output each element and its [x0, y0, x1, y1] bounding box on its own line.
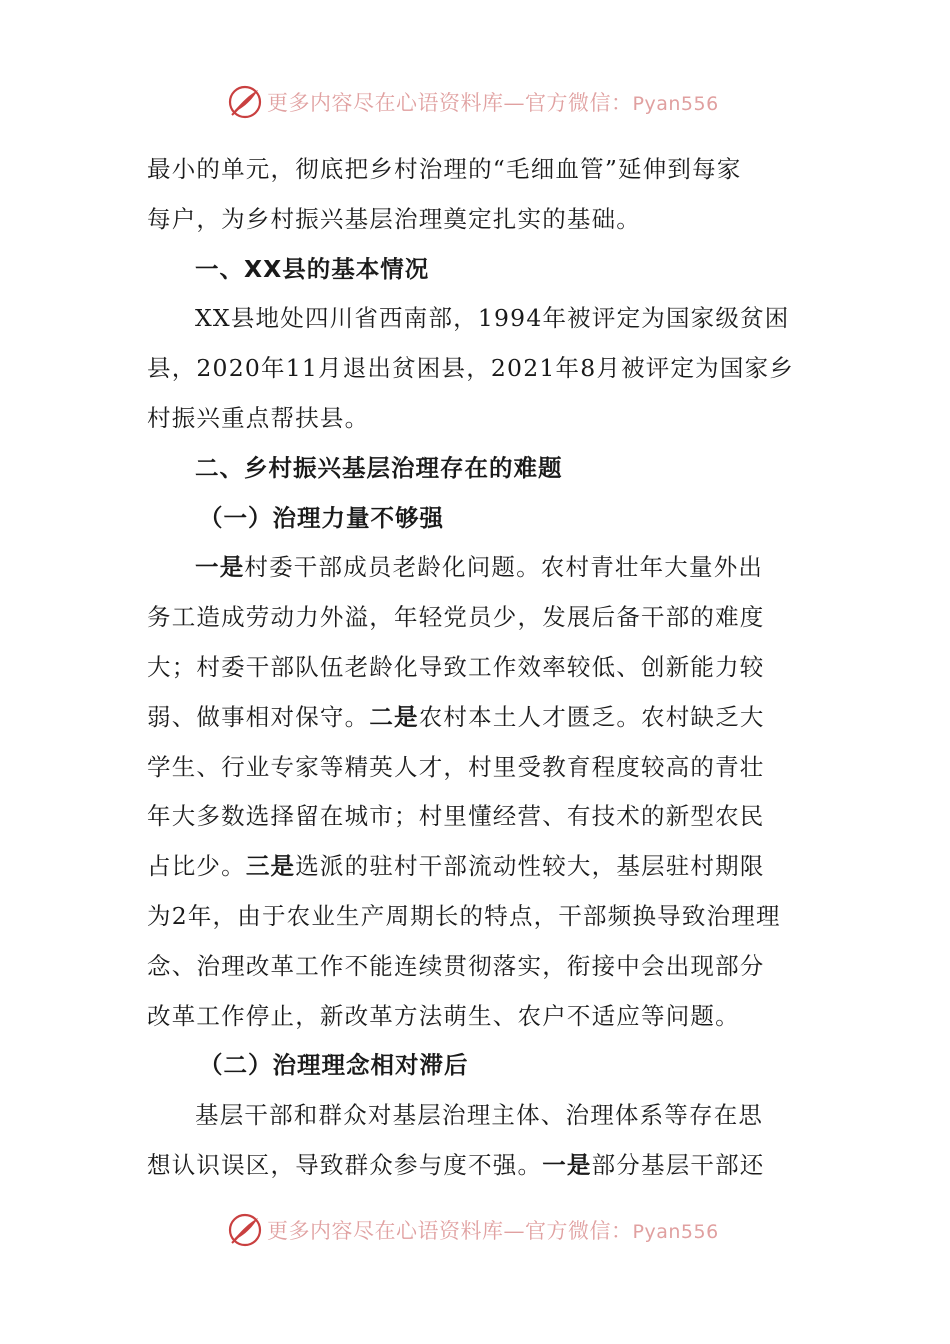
paragraph-line: 改革工作停止，新改革方法萌生、农户不适应等问题。	[147, 1001, 740, 1030]
header-wechat-id: Pyan556	[632, 93, 719, 115]
paragraph-line: XX县地处四川省西南部，1994年被评定为国家级贫困	[195, 304, 790, 333]
footer-watermark-text: 更多内容尽在心语资料库—官方微信：Pyan556	[267, 1219, 719, 1243]
footer-wechat-id: Pyan556	[632, 1221, 719, 1243]
subsection-heading-1: （一）治理力量不够强	[199, 503, 444, 532]
quill-logo-icon	[227, 1212, 263, 1248]
paragraph-line: 占比少。三是选派的驻村干部流动性较大，基层驻村期限	[147, 852, 765, 881]
paragraph-line: 学生、行业专家等精英人才，村里受教育程度较高的青壮	[147, 752, 765, 781]
paragraph-line: 务工造成劳动力外溢，年轻党员少，发展后备干部的难度	[147, 603, 765, 632]
paragraph-line: 基层干部和群众对基层治理主体、治理体系等存在思	[195, 1101, 764, 1130]
section-heading-1: 一、XX县的基本情况	[195, 254, 430, 283]
document-body	[147, 145, 807, 1191]
paragraph-line: 县，2020年11月退出贫困县，2021年8月被评定为国家乡	[147, 354, 794, 383]
paragraph-line: 大；村委干部队伍老龄化导致工作效率较低、创新能力较	[147, 652, 765, 681]
header-watermark-text: 更多内容尽在心语资料库—官方微信：Pyan556	[267, 91, 719, 115]
paragraph-line: 想认识误区，导致群众参与度不强。一是部分基层干部还	[147, 1150, 765, 1179]
paragraph-line: 村振兴重点帮扶县。	[147, 403, 370, 432]
paragraph-line: 每户，为乡村振兴基层治理奠定扎实的基础。	[147, 204, 641, 233]
header-watermark	[0, 82, 950, 122]
paragraph-line: 年大多数选择留在城市；村里懂经营、有技术的新型农民	[147, 802, 765, 831]
paragraph-line: 念、治理改革工作不能连续贯彻落实，衔接中会出现部分	[147, 951, 765, 980]
paragraph-line: 为2年，由于农业生产周期长的特点，干部频换导致治理理	[147, 901, 781, 930]
paragraph-line: 弱、做事相对保守。二是农村本土人才匮乏。农村缺乏大	[147, 702, 765, 731]
paragraph-line: 一是村委干部成员老龄化问题。农村青壮年大量外出	[195, 553, 764, 582]
subsection-heading-2: （二）治理理念相对滞后	[199, 1051, 469, 1080]
quill-logo-icon	[227, 84, 263, 120]
paragraph-line: 最小的单元，彻底把乡村治理的“毛细血管”延伸到每家	[147, 155, 742, 183]
footer-watermark	[0, 1210, 950, 1250]
section-heading-2: 二、乡村振兴基层治理存在的难题	[195, 453, 563, 482]
